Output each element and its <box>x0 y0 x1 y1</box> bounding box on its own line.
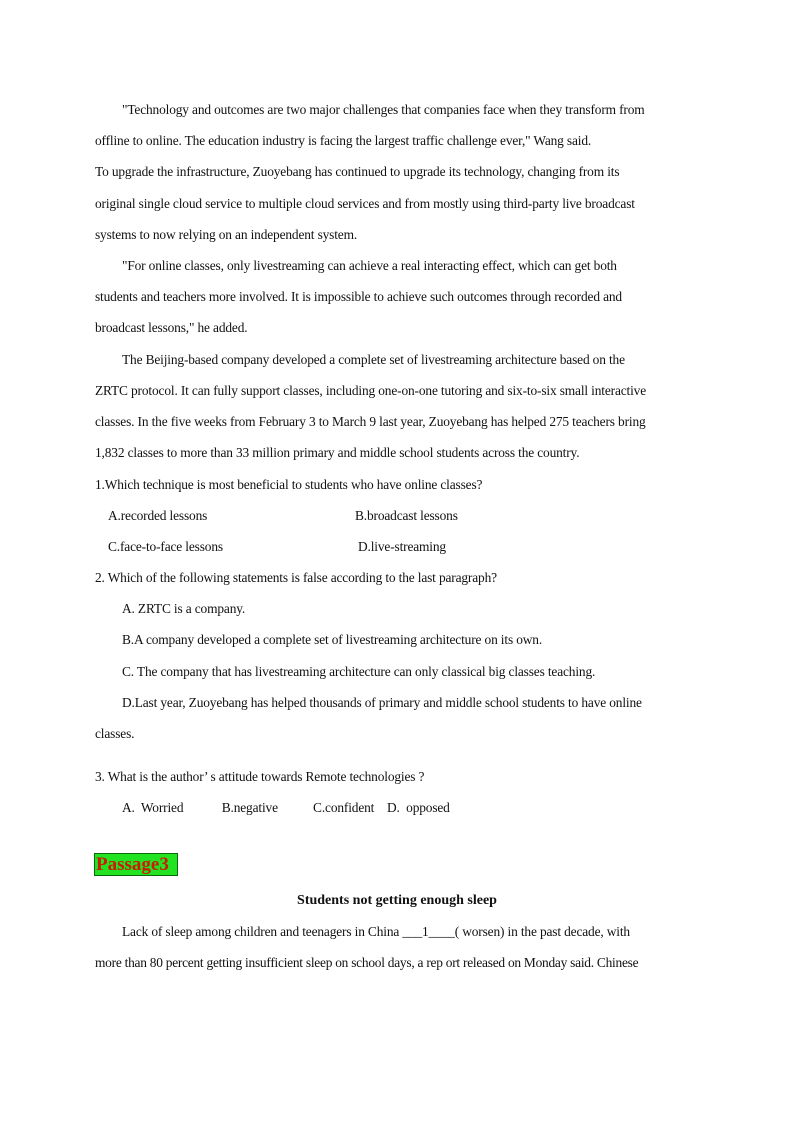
paragraph-line: ZRTC protocol. It can fully support classes, including one-on-one tutoring and six-to-six small interactive <box>95 383 647 398</box>
question-1: 1.Which technique is most beneficial to students who have online classes? <box>95 477 483 492</box>
q1-option-b: B.broadcast lessons <box>355 508 458 523</box>
q1-option-a: A.recorded lessons <box>108 508 208 523</box>
paragraph-line: The Beijing-based company developed a complete set of livestreaming architecture based on the <box>122 352 625 367</box>
question-2: 2. Which of the following statements is false according to the last paragraph? <box>95 570 497 585</box>
paragraph-line: offline to online. The education industry is facing the largest traffic challenge ever," Wang said. <box>95 133 592 148</box>
paragraph-line: systems to now relying on an independent system. <box>95 227 358 242</box>
passage-title: Students not getting enough sleep <box>297 893 497 908</box>
paragraph-line: classes. In the five weeks from February 3 to March 9 last year, Zuoyebang has helped 275 teachers bring <box>95 414 646 429</box>
paragraph-line: broadcast lessons," he added. <box>95 320 248 335</box>
question-3: 3. What is the author’ s attitude towards Remote technologies ? <box>95 769 425 784</box>
q2-option-b: B.A company developed a complete set of livestreaming architecture on its own. <box>122 632 543 647</box>
paragraph-line: original single cloud service to multiple cloud services and from mostly using third-party live broadcast <box>95 196 635 211</box>
q1-option-c: C.face-to-face lessons <box>108 539 223 554</box>
paragraph-line: students and teachers more involved. It is impossible to achieve such outcomes through recorded and <box>95 289 622 304</box>
q2-option-d: D.Last year, Zuoyebang has helped thousands of primary and middle school students to have online <box>122 695 642 710</box>
paragraph-line: To upgrade the infrastructure, Zuoyebang has continued to upgrade its technology, changing from its <box>95 164 620 179</box>
q2-option-a: A. ZRTC is a company. <box>122 601 246 616</box>
q3-options: A. Worried B.negative C.confident D. opposed <box>122 800 450 815</box>
q2-option-d-continued: classes. <box>95 726 135 741</box>
passage-badge: Passage3 <box>94 853 178 876</box>
paragraph-line: 1,832 classes to more than 33 million primary and middle school students across the country. <box>95 445 580 460</box>
passage-line: Lack of sleep among children and teenagers in China ___1____( worsen) in the past decade, with <box>122 924 630 939</box>
passage-line: more than 80 percent getting insufficient sleep on school days, a rep ort released on Monday said. Chinese <box>95 955 639 970</box>
paragraph-line: "Technology and outcomes are two major challenges that companies face when they transform from <box>122 102 645 117</box>
paragraph-line: "For online classes, only livestreaming can achieve a real interacting effect, which can get both <box>122 258 617 273</box>
q1-option-d: D.live-streaming <box>358 539 446 554</box>
q2-option-c: C. The company that has livestreaming architecture can only classical big classes teaching. <box>122 664 596 679</box>
